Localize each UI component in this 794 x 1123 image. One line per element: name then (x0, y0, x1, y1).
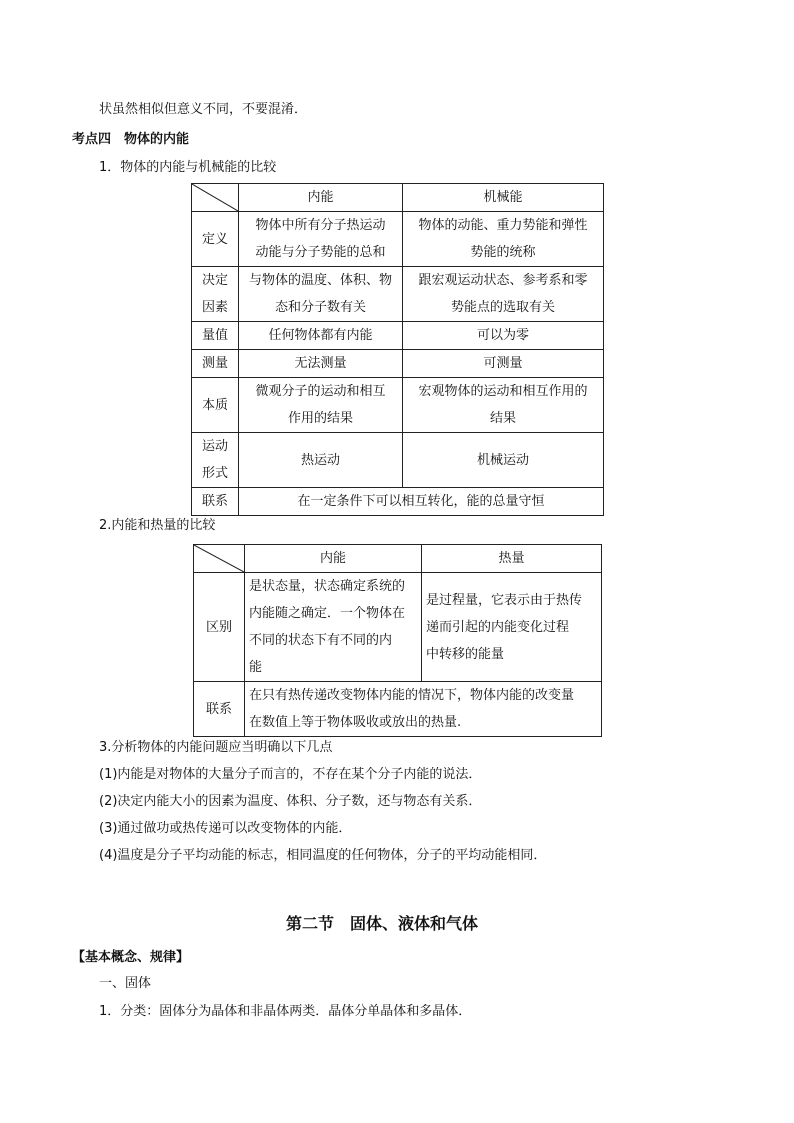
cell-internal: 任何物体都有内能 (239, 322, 403, 350)
row-label: 决定 因素 (192, 267, 239, 322)
table-row (194, 573, 602, 682)
list-item: (2)决定内能大小的因素为温度、体积、分子数，还与物态有关系． (99, 794, 482, 809)
cell-mechanical: 机械运动 (403, 433, 604, 488)
row-label: 区别 (194, 573, 245, 682)
cell-internal: 物体中所有分子热运动 动能与分子势能的总和 (239, 212, 403, 267)
row-label: 定义 (192, 212, 239, 267)
table-row (192, 378, 604, 433)
cell-internal: 无法测量 (239, 350, 403, 378)
col-header-mechanical: 机械能 (403, 184, 604, 212)
item1-title: 1．物体的内能与机械能的比较 (99, 160, 277, 175)
cell-internal: 热运动 (239, 433, 403, 488)
section-heading: 第二节 固体、液体和气体 (286, 914, 479, 933)
list-item: (1)内能是对物体的大量分子而言的，不存在某个分子内能的说法． (99, 767, 482, 782)
row-label: 量值 (192, 322, 239, 350)
internal-vs-heat-table (193, 544, 602, 737)
item2-title: 2.内能和热量的比较 (99, 518, 216, 533)
cell-internal: 与物体的温度、体积、物 态和分子数有关 (239, 267, 403, 322)
col-header-internal: 内能 (245, 545, 422, 573)
item3-title: 3.分析物体的内能问题应当明确以下几点 (99, 740, 333, 755)
relation-cell: 在只有热传递改变物体内能的情况下，物体内能的改变量 在数值上等于物体吸收或放出的热量. (245, 682, 602, 737)
row-label: 运动 形式 (192, 433, 239, 488)
internal-vs-mechanical-table (191, 183, 604, 516)
table-row (192, 267, 604, 322)
cell-mechanical: 可以为零 (403, 322, 604, 350)
cell-internal: 是状态量，状态确定系统的 内能随之确定．一个物体在 不同的状态下有不同的内 能 (245, 573, 422, 682)
cell-mechanical: 物体的动能、重力势能和弹性 势能的统称 (403, 212, 604, 267)
diagonal-header-cell (192, 184, 239, 212)
cell-internal: 微观分子的运动和相互 作用的结果 (239, 378, 403, 433)
cell-heat: 是过程量，它表示由于热传 递而引起的内能变化过程 中转移的能量 (422, 573, 602, 682)
table-row (192, 350, 604, 378)
intro-line: 状虽然相似但意义不同，不要混淆． (99, 102, 308, 117)
table-row (192, 488, 604, 516)
table-row (192, 433, 604, 488)
section-title-4: 考点四 物体的内能 (72, 132, 190, 147)
cell-mechanical: 跟宏观运动状态、参考系和零 势能点的选取有关 (403, 267, 604, 322)
basic-concepts-heading: 【基本概念、规律】 (72, 950, 190, 965)
table-header-row (194, 545, 602, 573)
col-header-heat: 热量 (422, 545, 602, 573)
cell-mechanical: 宏观物体的运动和相互作用的 结果 (403, 378, 604, 433)
diagonal-header-cell (194, 545, 245, 573)
row-label: 本质 (192, 378, 239, 433)
table-row (192, 322, 604, 350)
list-item: (4)温度是分子平均动能的标志，相同温度的任何物体，分子的平均动能相同． (99, 848, 547, 863)
row-label: 联系 (192, 488, 239, 516)
table-header-row (192, 184, 604, 212)
list-item: (3)通过做功或热传递可以改变物体的内能． (99, 821, 352, 836)
relation-cell: 在一定条件下可以相互转化，能的总量守恒 (239, 488, 604, 516)
table-row (192, 212, 604, 267)
solid-heading: 一、固体 (99, 976, 152, 991)
col-header-internal: 内能 (239, 184, 403, 212)
row-label: 测量 (192, 350, 239, 378)
table-row (194, 682, 602, 737)
classification-line: 1．分类：固体分为晶体和非晶体两类．晶体分单晶体和多晶体． (99, 1004, 472, 1019)
cell-mechanical: 可测量 (403, 350, 604, 378)
row-label: 联系 (194, 682, 245, 737)
